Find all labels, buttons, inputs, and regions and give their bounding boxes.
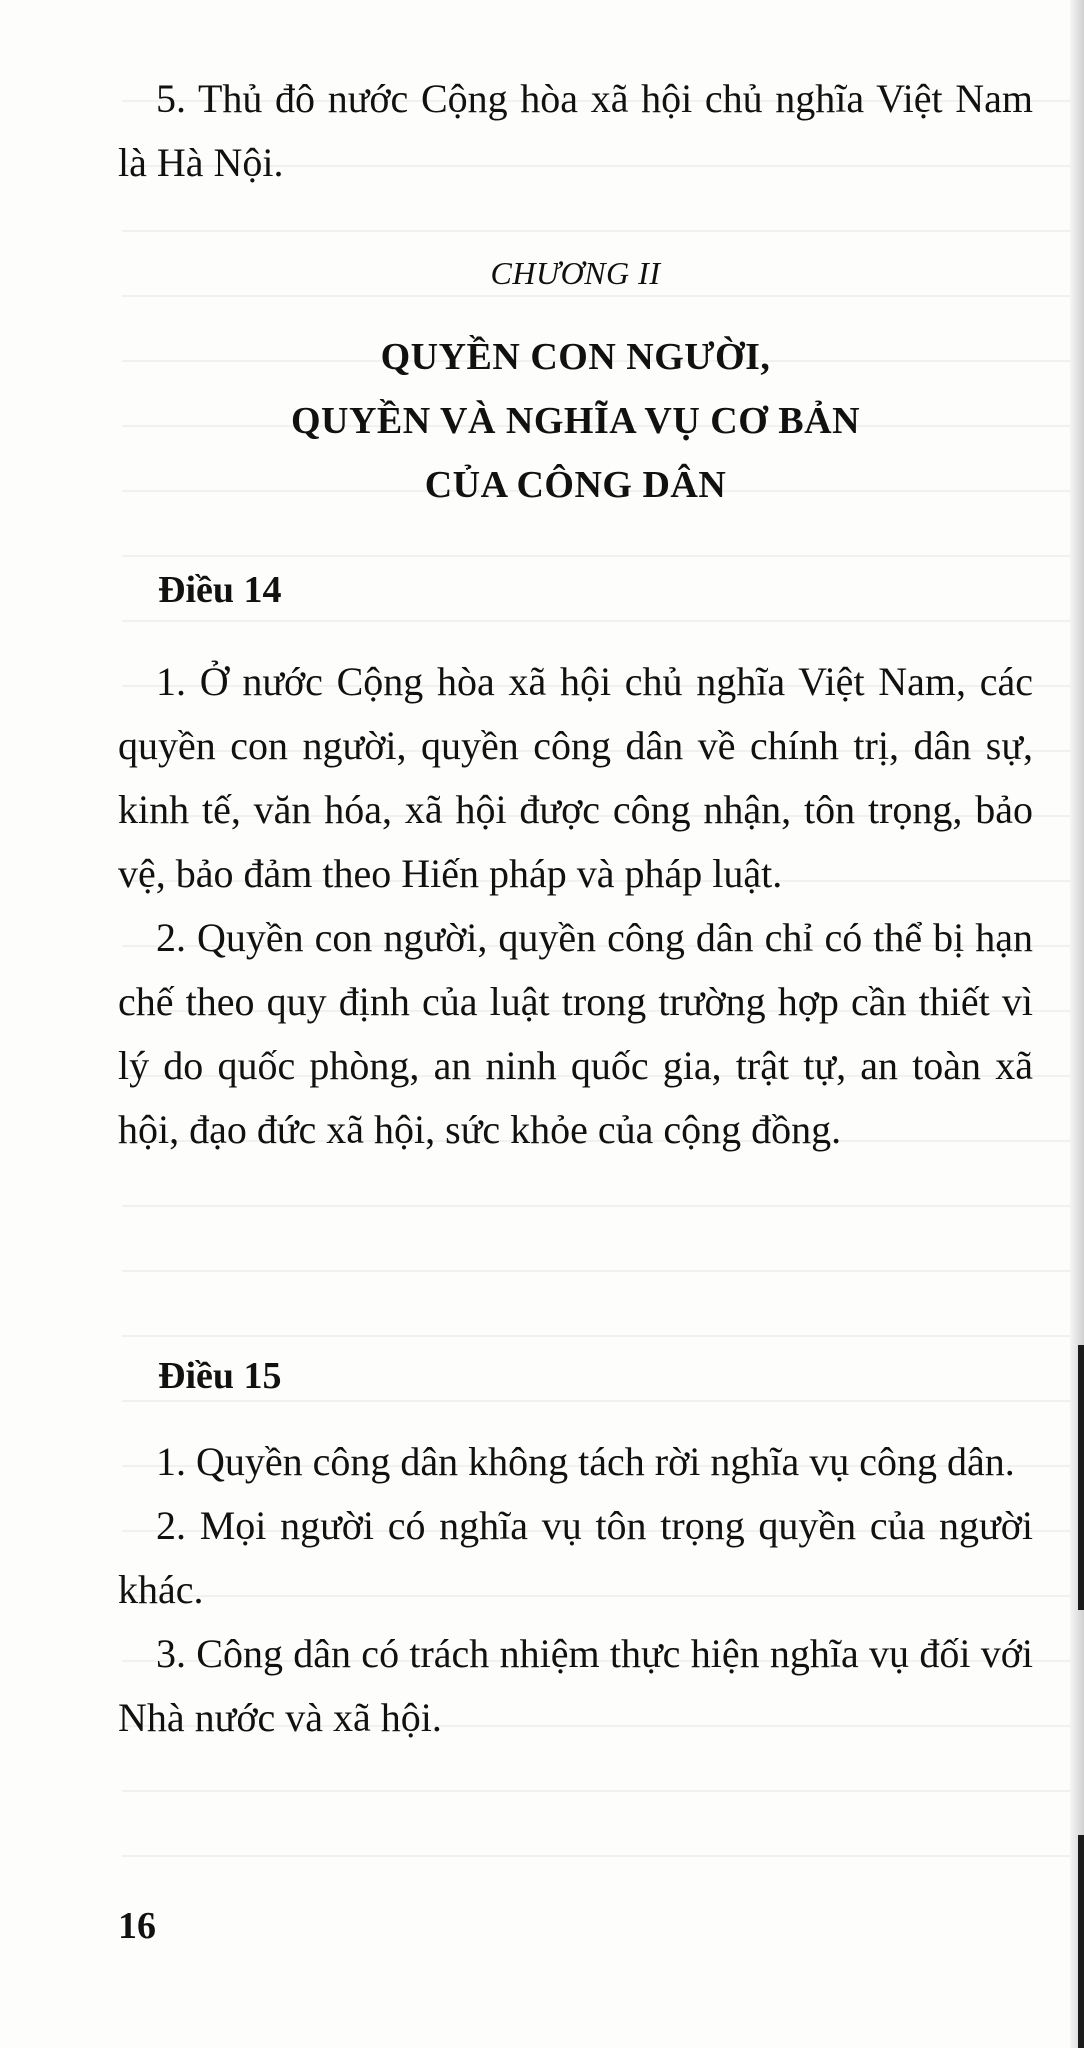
article-15-clause-1: 1. Quyền công dân không tách rời nghĩa vụ công dân. xyxy=(156,1439,1015,1484)
article-14-clause-2: 2. Quyền con người, quyền công dân chỉ có thể bị hạn chế theo quy định của luật trong trường hợp cần thiết vì lý do quốc phòng, an ninh quốc gia, trật tự, an toàn xã hội, đạo đức xã hội, sức khỏe của cộng đồng. xyxy=(118,915,1033,1152)
chapter-title xyxy=(118,325,1033,517)
chapter-label: CHƯƠNG II xyxy=(490,255,661,291)
article-14-body xyxy=(118,650,1033,1162)
page-edge-mark xyxy=(1078,1835,1084,2048)
page-number: 16 xyxy=(118,1905,156,1947)
article-heading: Điều 15 xyxy=(158,1355,282,1397)
page-edge-mark xyxy=(1078,1345,1084,1610)
article-15-body xyxy=(118,1430,1033,1750)
chapter-title-line: QUYỀN VÀ NGHĨA VỤ CƠ BẢN xyxy=(290,400,861,442)
page-edge-shadow xyxy=(1070,0,1084,2048)
article-15-clause-3: 3. Công dân có trách nhiệm thực hiện nghĩa vụ đối với Nhà nước và xã hội. xyxy=(118,1631,1033,1740)
chapter-title-line: QUYỀN CON NGƯỜI, xyxy=(380,336,771,378)
chapter-title-line: CỦA CÔNG DÂN xyxy=(424,464,727,506)
article-15-clause-2: 2. Mọi người có nghĩa vụ tôn trọng quyền của người khác. xyxy=(118,1503,1033,1612)
intro-paragraph-block xyxy=(118,67,1033,195)
intro-clause-5: 5. Thủ đô nước Cộng hòa xã hội chủ nghĩa Việt Nam là Hà Nội. xyxy=(118,76,1033,185)
article-14-clause-1: 1. Ở nước Cộng hòa xã hội chủ nghĩa Việt Nam, các quyền con người, quyền công dân về chính trị, dân sự, kinh tế, văn hóa, xã hội được công nhận, tôn trọng, bảo vệ, bảo đảm theo Hiến pháp và pháp luật. xyxy=(118,659,1033,896)
article-heading: Điều 14 xyxy=(158,569,282,611)
